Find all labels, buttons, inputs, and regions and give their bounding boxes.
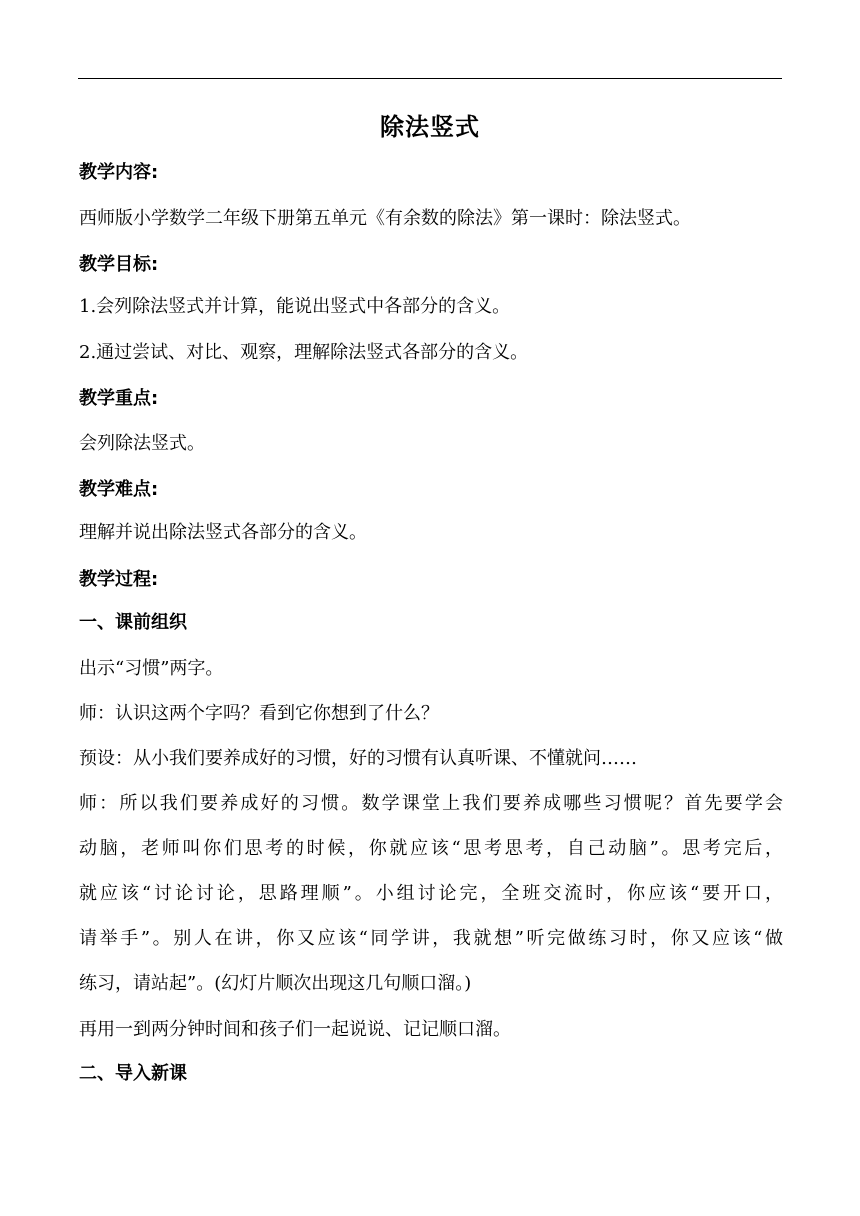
header-rule (78, 78, 782, 79)
heading-key-points: 教学重点: (79, 388, 159, 409)
section-heading-2: 二、导入新课 (79, 1063, 187, 1084)
goal-item-2: 2.通过尝试、对比、观察，理解除法竖式各部分的含义。 (79, 342, 529, 363)
paragraph-2: 师：认识这两个字吗？看到它你想到了什么？ (79, 703, 439, 724)
heading-difficulties: 教学难点: (79, 479, 159, 500)
key-points-text: 会列除法竖式。 (79, 433, 205, 454)
paragraph-4-line-1: 师：所以我们要养成好的习惯。数学课堂上我们要养成哪些习惯呢？首先要学会 (79, 793, 783, 814)
paragraph-4-line-2: 动脑，老师叫你们思考的时候，你就应该“思考思考，自己动脑”。思考完后， (79, 838, 783, 859)
page-title: 除法竖式 (380, 113, 480, 141)
goal-item-1: 1.会列除法竖式并计算，能说出竖式中各部分的含义。 (79, 296, 511, 317)
section-heading-1: 一、课前组织 (79, 612, 187, 633)
paragraph-4-line-3: 就应该“讨论讨论，思路理顺”。小组讨论完，全班交流时，你应该“要开口， (79, 883, 783, 904)
paragraph-5: 再用一到两分钟时间和孩子们一起说说、记记顺口溜。 (79, 1019, 511, 1040)
paragraph-4-line-4: 请举手”。别人在讲，你又应该“同学讲，我就想”听完做练习时，你又应该“做 (79, 928, 783, 949)
heading-teaching-content: 教学内容: (79, 162, 159, 183)
paragraph-1: 出示“习惯”两字。 (79, 658, 224, 679)
paragraph-3: 预设：从小我们要养成好的习惯，好的习惯有认真听课、不懂就问…… (79, 748, 637, 769)
heading-teaching-goals: 教学目标: (79, 254, 159, 275)
paragraph-4-line-5: 练习，请站起”。(幻灯片顺次出现这几句顺口溜。) (79, 973, 472, 994)
teaching-content-text: 西师版小学数学二年级下册第五单元《有余数的除法》第一课时：除法竖式。 (79, 208, 691, 229)
heading-teaching-process: 教学过程: (79, 569, 159, 590)
difficulties-text: 理解并说出除法竖式各部分的含义。 (79, 522, 367, 543)
